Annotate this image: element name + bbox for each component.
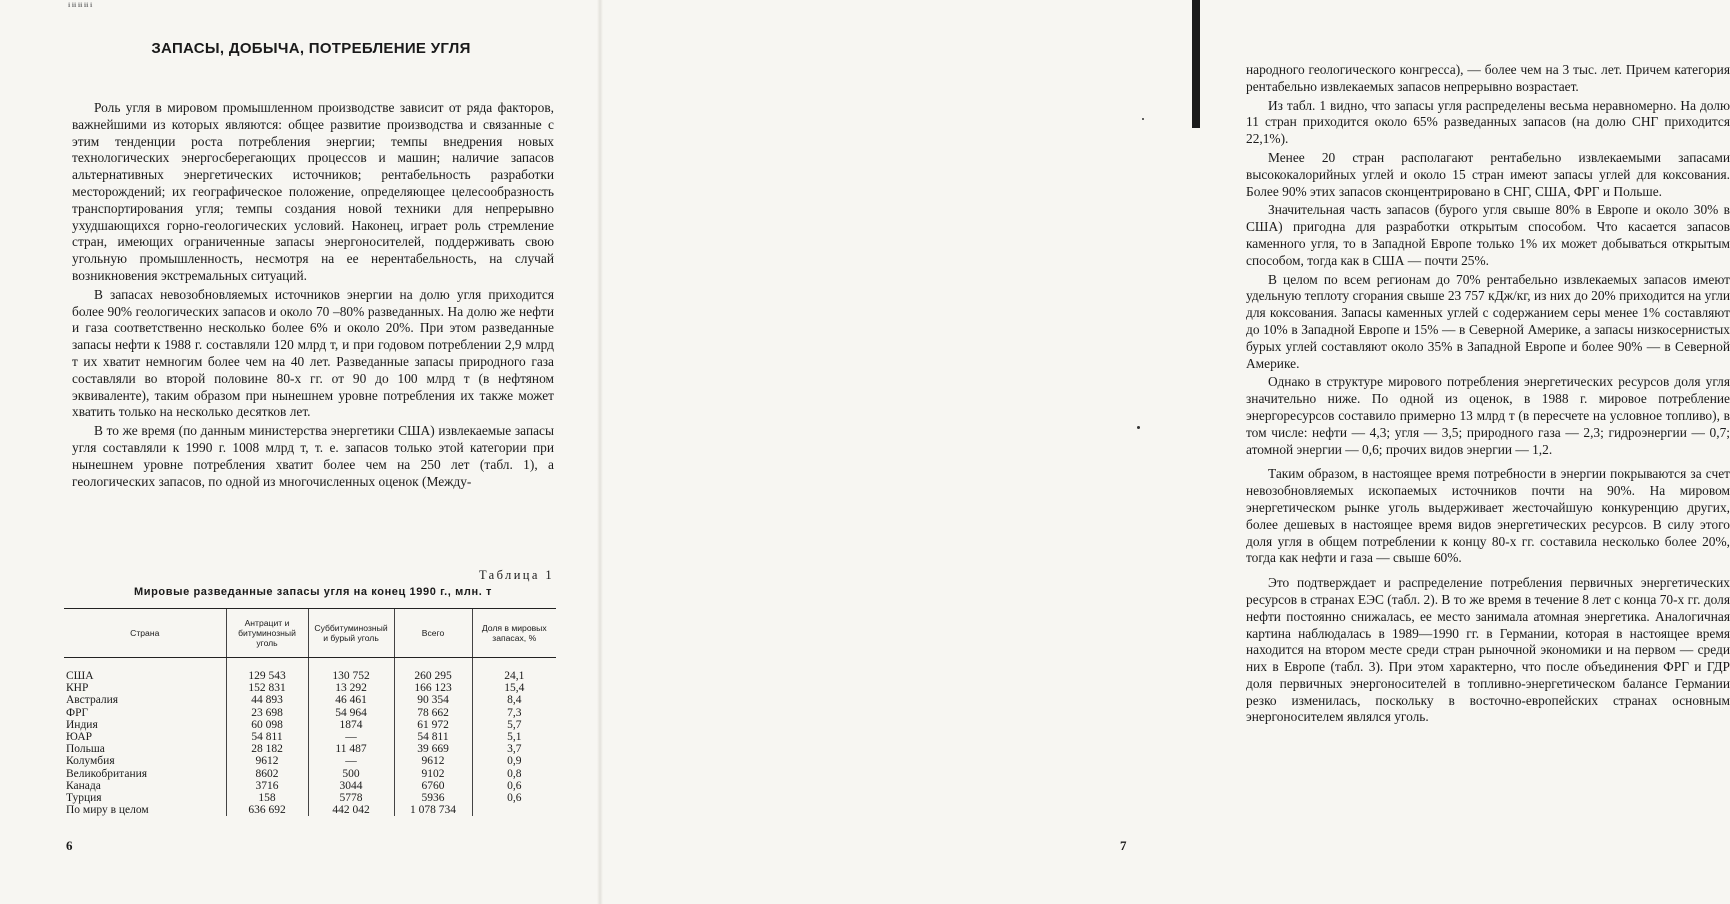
scan-speck <box>1137 426 1140 429</box>
table-row <box>64 743 556 755</box>
country-cell: ЮАР <box>66 731 93 744</box>
country-cell: Великобритания <box>66 767 148 780</box>
value-cell: 90 354 <box>394 694 472 706</box>
paragraph: Из табл. 1 видно, что запасы угля распределены весьма неравномерно. На долю 11 стран приходится около 65% разведанных запасов (на долю СНГ приходится 22,1%). <box>1246 97 1730 147</box>
column-header: Доля в мировых запасах, % <box>472 609 556 658</box>
country-cell: ФРГ <box>66 706 89 719</box>
table-row <box>64 658 556 683</box>
table-row <box>64 731 556 743</box>
value-cell: 44 893 <box>226 694 308 706</box>
corner-mark: ℹ ℹℹ ℹℹ ℹℹ ℹ <box>68 3 93 9</box>
paragraph: Это подтверждает и распределение потребления первичных энергетических ресурсов в странах ЕЭС (табл. 2). В то же время в течение 8 лет с конца 70-х гг. доля нефти постоянно снижалась, ее место занимала атомная энергетика. Аналогичная картина наблюдалась в 1989—1990 гг. в Германии, которая в настоящее время находится на втором месте среди стран рыночной экономики и на первом — среди них в Европе (табл. 3). При этом характерно, что после объединения ФРГ и ГДР доля первичных энергоносителей в топливно-энергетическом балансе Германии резко изменилась, поскольку в восточно-европейских странах основным энергоносителем являлся уголь. <box>1246 575 1730 725</box>
value-cell: 0,6 <box>472 780 556 792</box>
table-caption: Мировые разведанные запасы угля на конец 1990 г., млн. т <box>133 586 492 598</box>
page-number: 6 <box>66 838 73 853</box>
column-header: Страна <box>64 609 226 658</box>
value-cell: 152 831 <box>226 682 308 694</box>
paragraph: Роль угля в мировом промышленном производстве зависит от ряда факторов, важнейшими из которых являются: общее развитие производства и связанные с этим тенденции роста потребления энергии; темпы внедрения новых технологических энергосберегающих процессов и машин; наличие запасов альтернативных энергетических источников; рентабельность разработки месторождений; их географическое положение, определяющее целесообразность транспортирования угля; темпы создания новой техники для непрерывно ухудшающихся горно-геологических условий. Наконец, играет роль стремление стран, имеющих ограниченные запасы энергоносителей, поддерживать свою угольную промышленность, несмотря на ее нерентабельность, на случай возникновения экстремальных ситуаций. <box>72 100 554 283</box>
column-header: Суббитуминозный и бурый уголь <box>308 609 394 658</box>
value-cell: 13 292 <box>308 682 394 694</box>
value-cell: 61 972 <box>394 719 472 731</box>
value-cell: 1 078 734 <box>394 804 472 816</box>
value-cell: — <box>308 755 394 767</box>
paragraph: В запасах невозобновляемых источников энергии на долю угля приходится более 90% геологических запасов и около 70 –80% разведанных. На долю же нефти и газа соответственно несколько более 6% и около 20%. При этом разведанные запасы нефти к 1988 г. составляли 120 млрд т, и при годовом потреблении 2,9 млрд т их хватит немногим более чем на 40 лет. Разведанные запасы природного газа составляли во второй половине 80-х гг. от 90 до 100 млрд т (в нефтяном эквиваленте), таким образом при нынешнем уровне потребления их также может хватить только на несколько десятков лет. <box>72 286 554 420</box>
paragraph: В то же время (по данным министерства энергетики США) извлекаемые запасы угля составляли к 1990 г. 1008 млрд т, т. е. запасов только этой категории при нынешнем уровне потребления хватит более чем на 250 лет (табл. 1), а геологических запасов, по одной из многочисленных оценок (Между- <box>72 423 554 489</box>
value-cell: 6760 <box>394 780 472 792</box>
value-cell: 260 295 <box>394 658 472 683</box>
value-cell: 5,7 <box>472 719 556 731</box>
value-cell: 54 964 <box>308 707 394 719</box>
scan-edge-bar <box>1192 0 1200 128</box>
paragraph: Значительная часть запасов (бурого угля свыше 80% в Европе и около 30% в США) пригодна для разработки открытым способом. Что касается запасов каменного угля, то в Западной Европе только 1% их может добываться открытым способом, тогда как в США — почти 25%. <box>1246 202 1730 268</box>
value-cell: 3,7 <box>472 743 556 755</box>
table-row <box>64 755 556 767</box>
country-cell: КНР <box>66 682 89 695</box>
value-cell: 9102 <box>394 768 472 780</box>
scan-speck <box>1142 118 1144 120</box>
page-number: 7 <box>1120 838 1127 853</box>
country-cell: США <box>66 670 94 682</box>
table-header-row <box>64 609 556 658</box>
table-label: Таблица 1 <box>478 568 554 582</box>
table-row <box>64 694 556 706</box>
value-cell: 54 811 <box>226 731 308 743</box>
paragraph: Таким образом, в настоящее время потребности в энергии покрываются за счет невозобновляемых ископаемых источников почти на 90%. На мировом энергетическом рынке уголь выдерживает жесточайшую конкуренцию других, более дешевых в настоящее время видов энергетических ресурсов. В силу этого доля угля в общем потреблении к концу 80-х гг. составила несколько более 20%, тогда как нефти и газа — свыше 60%. <box>1246 466 1730 566</box>
right-text-column <box>1246 62 1730 728</box>
value-cell: 9612 <box>394 755 472 767</box>
value-cell: 7,3 <box>472 707 556 719</box>
left-page <box>0 0 600 904</box>
value-cell: 158 <box>226 792 308 804</box>
value-cell: 500 <box>308 768 394 780</box>
value-cell: 9612 <box>226 755 308 767</box>
value-cell: 28 182 <box>226 743 308 755</box>
value-cell: 166 123 <box>394 682 472 694</box>
value-cell: 15,4 <box>472 682 556 694</box>
value-cell: 11 487 <box>308 743 394 755</box>
value-cell: 8602 <box>226 768 308 780</box>
value-cell: 5,1 <box>472 731 556 743</box>
table-row <box>64 707 556 719</box>
value-cell: 3044 <box>308 780 394 792</box>
table-row <box>64 804 556 816</box>
value-cell: 24,1 <box>472 658 556 683</box>
column-header: Антрацит и битуминозный уголь <box>226 609 308 658</box>
left-text-column <box>72 100 554 492</box>
country-cell: Польша <box>66 743 105 756</box>
table-row <box>64 780 556 792</box>
table-row <box>64 719 556 731</box>
value-cell: 0,8 <box>472 768 556 780</box>
value-cell: 8,4 <box>472 694 556 706</box>
value-cell: 3716 <box>226 780 308 792</box>
value-cell: 129 543 <box>226 658 308 683</box>
paragraph: Менее 20 стран располагают рентабельно извлекаемыми запасами высококалорийных углей и около 15 стран имеют запасы углей для коксования. Более 90% этих запасов сконцентрировано в СНГ, США, ФРГ и Польше. <box>1246 149 1730 199</box>
paragraph: В целом по всем регионам до 70% рентабельно извлекаемых запасов имеют удельную теплоту сгорания свыше 23 757 кДж/кг, из них до 20% приходится на угли для коксования. Запасы каменных углей с содержанием серы менее 1% составляют до 10% в Западной Европе и 15% — в Северной Америке, а запасы низкосернистых бурых углей составляют около 35% в Западной Европе и более 90% — в Северной Америке. <box>1246 271 1730 371</box>
paragraph: Однако в структуре мирового потребления энергетических ресурсов доля угля значительно ниже. По одной из оценок, в 1988 г. мировое потребление энергоресурсов составило примерно 13 млрд т (в пересчете на условное топливо), в том числе: нефти — 4,3; угля — 3,5; природного газа — 2,3; гидроэнергии — 0,7; атомной энергии — 0,6; прочих видов энергии — 1,2. <box>1246 374 1730 457</box>
value-cell: 23 698 <box>226 707 308 719</box>
value-cell <box>472 804 556 816</box>
value-cell: 0,6 <box>472 792 556 804</box>
coal-reserves-table <box>64 608 556 816</box>
country-cell: Индия <box>66 718 98 731</box>
value-cell: 130 752 <box>308 658 394 683</box>
value-cell: 636 692 <box>226 804 308 816</box>
value-cell: 78 662 <box>394 707 472 719</box>
right-page <box>600 0 1730 904</box>
country-cell: По миру в целом <box>66 804 149 817</box>
value-cell: 60 098 <box>226 719 308 731</box>
paragraph: народного геологического конгресса), — более чем на 3 тыс. лет. Причем категория рентабельно извлекаемых запасов непрерывно возрастает. <box>1246 62 1730 94</box>
value-cell: 1874 <box>308 719 394 731</box>
table-row <box>64 768 556 780</box>
table-row <box>64 792 556 804</box>
country-cell: Австралия <box>66 694 119 707</box>
value-cell: — <box>308 731 394 743</box>
value-cell: 39 669 <box>394 743 472 755</box>
value-cell: 0,9 <box>472 755 556 767</box>
value-cell: 46 461 <box>308 694 394 706</box>
column-header: Всего <box>394 609 472 658</box>
value-cell: 5778 <box>308 792 394 804</box>
country-cell: Турция <box>66 792 102 805</box>
value-cell: 54 811 <box>394 731 472 743</box>
table-row <box>64 682 556 694</box>
country-cell: Канада <box>66 779 101 792</box>
chapter-title: ЗАПАСЫ, ДОБЫЧА, ПОТРЕБЛЕНИЕ УГЛЯ <box>151 40 471 57</box>
value-cell: 442 042 <box>308 804 394 816</box>
country-cell: Колумбия <box>66 755 115 768</box>
value-cell: 5936 <box>394 792 472 804</box>
